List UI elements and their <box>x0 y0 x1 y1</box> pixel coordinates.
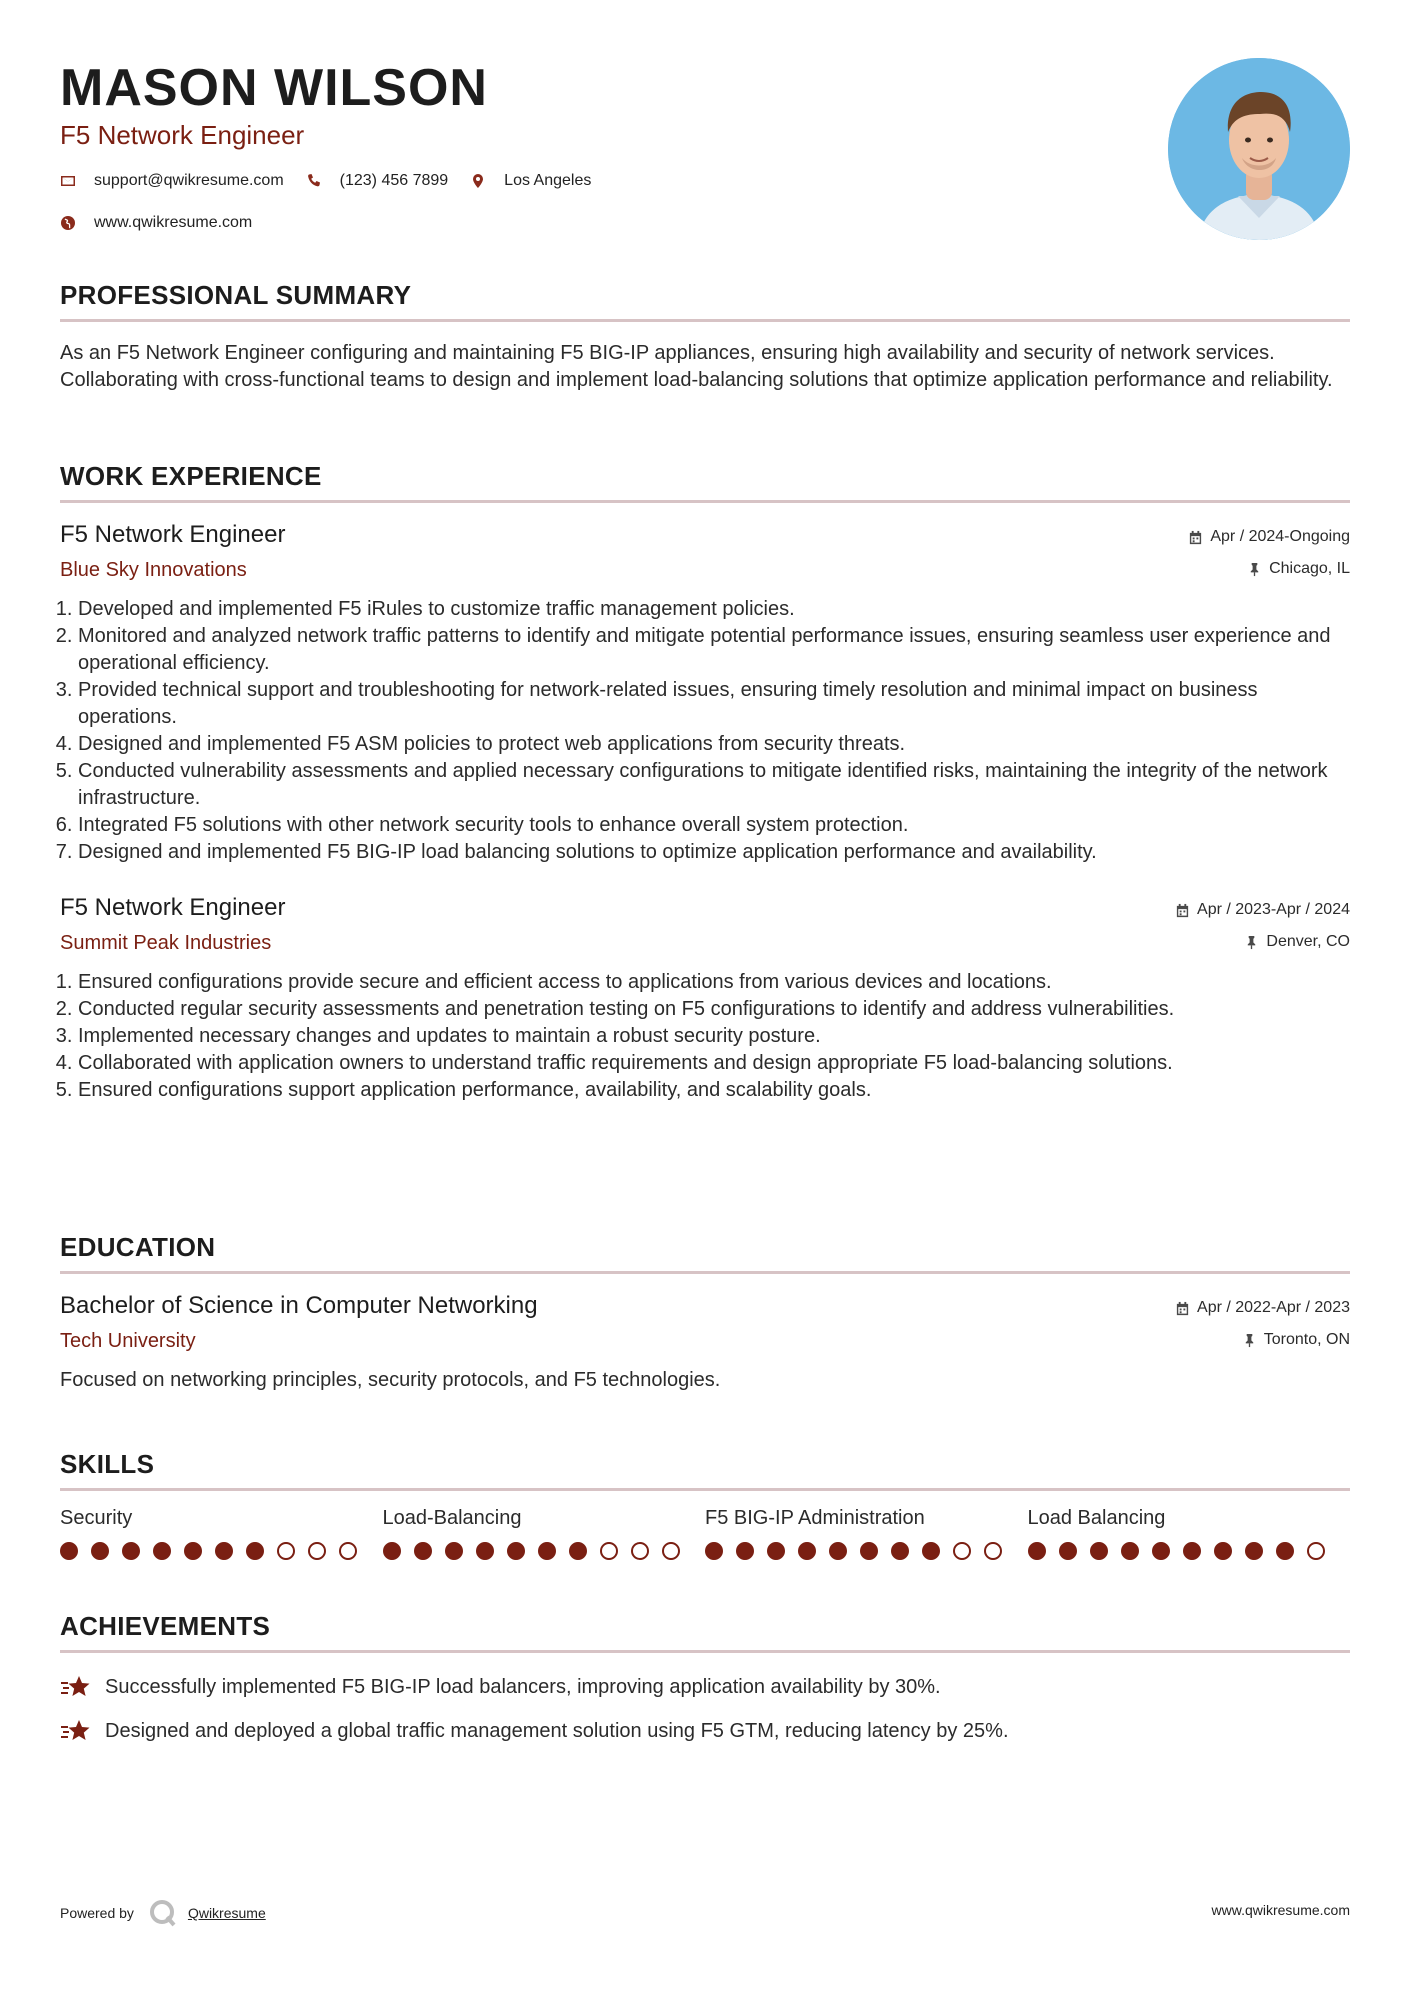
list-item: 5. Ensured configurations support application performance, availability, and scalability goals. <box>78 1077 1350 1104</box>
summary-text: As an F5 Network Engineer configuring and maintaining F5 BIG-IP appliances, ensuring high availability and security of network services. Collaborating with cross-functional teams to design and implement load-balancing solutions that optimize application performance and reliability. <box>60 342 1333 391</box>
section-divider <box>60 319 1350 322</box>
list-item: 1. Developed and implemented F5 iRules to customize traffic management policies. <box>78 596 1350 623</box>
job-company: Summit Peak Industries <box>60 932 272 954</box>
skills-section <box>60 1449 1350 1560</box>
job-title: F5 Network Engineer <box>60 521 286 548</box>
list-item: 1. Ensured configurations provide secure and efficient access to applications from various devices and locations. <box>78 969 1350 996</box>
rating-dot-filled <box>1276 1542 1294 1560</box>
rating-dot-filled <box>414 1542 432 1560</box>
achievements-heading: ACHIEVEMENTS <box>60 1611 271 1641</box>
job-title: F5 Network Engineer <box>60 894 286 921</box>
skill-name: Load-Balancing <box>382 1507 522 1529</box>
calendar-icon <box>1175 903 1190 918</box>
list-item: 4. Designed and implemented F5 ASM policies to protect web applications from security threats. <box>78 731 1350 758</box>
rating-dot-filled <box>922 1542 940 1560</box>
rating-dot-filled <box>184 1542 202 1560</box>
skill-item <box>1028 1507 1351 1560</box>
rating-dot-filled <box>1121 1542 1139 1560</box>
footer <box>60 1898 1350 1928</box>
envelope-icon <box>60 173 76 189</box>
powered-by-label: Powered by <box>60 1905 134 1921</box>
job-entry-1 <box>60 521 1350 866</box>
rating-dot-filled <box>1090 1542 1108 1560</box>
rating-dot-filled <box>798 1542 816 1560</box>
profile-photo <box>1168 58 1350 240</box>
rating-dot-filled <box>1214 1542 1232 1560</box>
list-item: 2. Conducted regular security assessments and penetration testing on F5 configurations to identify and address vulnerabilities. <box>78 996 1350 1023</box>
rating-dot-filled <box>538 1542 556 1560</box>
job-meta <box>1188 527 1350 591</box>
rating-dot-filled <box>1028 1542 1046 1560</box>
contact-phone[interactable] <box>306 172 449 190</box>
skills-heading: SKILLS <box>60 1449 155 1479</box>
experience-section <box>60 461 1350 1104</box>
education-section <box>60 1232 1350 1394</box>
achievements-list <box>60 1665 1350 1753</box>
rating-dot-empty <box>984 1542 1002 1560</box>
skill-item <box>705 1507 1028 1560</box>
section-divider <box>60 1271 1350 1274</box>
list-item: 4. Collaborated with application owners to understand traffic requirements and design appropriate F5 load-balancing solutions. <box>78 1050 1350 1077</box>
pushpin-icon <box>1247 562 1262 577</box>
avatar-illustration <box>1168 58 1350 240</box>
rating-dot-filled <box>215 1542 233 1560</box>
rating-dot-filled <box>891 1542 909 1560</box>
achievement-item: Successfully implemented F5 BIG-IP load balancers, improving application availability by 30%. <box>60 1665 1350 1709</box>
rating-dot-filled <box>246 1542 264 1560</box>
list-item: 3. Implemented necessary changes and updates to maintain a robust security posture. <box>78 1023 1350 1050</box>
education-date: Apr / 2022-Apr / 2023 <box>1175 1298 1350 1318</box>
list-item: 2. Monitored and analyzed network traffic patterns to identify and mitigate potential performance issues, ensuring seamless user experience and operational efficiency. <box>78 623 1350 677</box>
skill-rating <box>705 1542 1028 1560</box>
rating-dot-filled <box>860 1542 878 1560</box>
rating-dot-filled <box>736 1542 754 1560</box>
education-description: Focused on networking principles, security protocols, and F5 technologies. <box>60 1369 721 1391</box>
achievements-section <box>60 1611 1350 1753</box>
degree-title: Bachelor of Science in Computer Networking <box>60 1292 538 1319</box>
rating-dot-filled <box>569 1542 587 1560</box>
rating-dot-filled <box>122 1542 140 1560</box>
experience-heading: WORK EXPERIENCE <box>60 461 322 491</box>
star-icon <box>60 1673 92 1701</box>
website-text: www.qwikresume.com <box>94 214 253 231</box>
section-divider <box>60 1650 1350 1653</box>
map-pin-icon <box>470 173 486 189</box>
list-item: 3. Provided technical support and troubleshooting for network-related issues, ensuring timely resolution and minimal impact on business operations. <box>78 677 1350 731</box>
rating-dot-empty <box>631 1542 649 1560</box>
rating-dot-filled <box>829 1542 847 1560</box>
rating-dot-filled <box>705 1542 723 1560</box>
contact-location <box>470 172 591 190</box>
achievement-item: Designed and deployed a global traffic management solution using F5 GTM, reducing latency by 25%. <box>60 1709 1350 1753</box>
contact-row <box>60 172 613 190</box>
calendar-icon <box>1175 1301 1190 1316</box>
location-text: Los Angeles <box>504 172 592 189</box>
rating-dot-empty <box>339 1542 357 1560</box>
skill-name: Security <box>60 1507 133 1529</box>
rating-dot-filled <box>1059 1542 1077 1560</box>
qwikresume-logo-icon <box>148 1898 178 1928</box>
rating-dot-filled <box>445 1542 463 1560</box>
skill-item <box>60 1507 383 1560</box>
skills-list <box>60 1507 1350 1560</box>
skill-item <box>383 1507 706 1560</box>
job-bullets <box>60 596 1350 866</box>
education-meta <box>1175 1298 1350 1362</box>
rating-dot-empty <box>600 1542 618 1560</box>
rating-dot-filled <box>476 1542 494 1560</box>
education-heading: EDUCATION <box>60 1232 216 1262</box>
job-location: Denver, CO <box>1175 932 1350 952</box>
contact-website[interactable] <box>60 214 252 232</box>
rating-dot-filled <box>507 1542 525 1560</box>
star-icon <box>60 1717 92 1745</box>
rating-dot-filled <box>60 1542 78 1560</box>
job-location: Chicago, IL <box>1188 559 1350 579</box>
pushpin-icon <box>1242 1333 1257 1348</box>
brand-link[interactable]: Qwikresume <box>187 1905 266 1921</box>
job-bullets <box>60 969 1350 1104</box>
list-item: 5. Conducted vulnerability assessments and applied necessary configurations to mitigate identified risks, maintaining the integrity of the network infrastructure. <box>78 758 1350 812</box>
rating-dot-filled <box>767 1542 785 1560</box>
skill-name: F5 BIG-IP Administration <box>705 1507 925 1529</box>
job-date: Apr / 2024-Ongoing <box>1188 527 1350 547</box>
rating-dot-empty <box>308 1542 326 1560</box>
contact-row-web <box>60 214 274 232</box>
pushpin-icon <box>1244 935 1259 950</box>
phone-icon <box>306 173 322 189</box>
skill-rating <box>60 1542 383 1560</box>
job-meta <box>1175 900 1350 964</box>
education-entry <box>60 1292 1350 1394</box>
rating-dot-empty <box>953 1542 971 1560</box>
skill-rating <box>1028 1542 1351 1560</box>
rating-dot-filled <box>383 1542 401 1560</box>
globe-icon <box>60 215 76 231</box>
job-date: Apr / 2023-Apr / 2024 <box>1175 900 1350 920</box>
calendar-icon <box>1188 530 1203 545</box>
resume-page <box>60 0 1350 1990</box>
candidate-name: MASON WILSON <box>60 59 488 117</box>
candidate-title: F5 Network Engineer <box>60 120 305 150</box>
rating-dot-empty <box>662 1542 680 1560</box>
rating-dot-empty <box>1307 1542 1325 1560</box>
summary-section <box>60 280 1350 394</box>
rating-dot-filled <box>1152 1542 1170 1560</box>
education-location: Toronto, ON <box>1175 1330 1350 1350</box>
rating-dot-filled <box>1245 1542 1263 1560</box>
skill-name: Load Balancing <box>1027 1507 1166 1529</box>
rating-dot-filled <box>153 1542 171 1560</box>
section-divider <box>60 1488 1350 1491</box>
contact-email[interactable] <box>60 172 284 190</box>
rating-dot-empty <box>277 1542 295 1560</box>
list-item: 6. Integrated F5 solutions with other network security tools to enhance overall system protection. <box>78 812 1350 839</box>
rating-dot-filled <box>91 1542 109 1560</box>
phone-text: (123) 456 7899 <box>339 172 449 189</box>
skill-rating <box>383 1542 706 1560</box>
job-company: Blue Sky Innovations <box>60 559 247 581</box>
job-entry-2 <box>60 894 1350 1104</box>
section-divider <box>60 500 1350 503</box>
school-name: Tech University <box>60 1330 196 1352</box>
rating-dot-filled <box>1183 1542 1201 1560</box>
summary-heading: PROFESSIONAL SUMMARY <box>60 280 412 310</box>
list-item: 7. Designed and implemented F5 BIG-IP load balancing solutions to optimize application performance and availability. <box>78 839 1350 866</box>
email-text: support@qwikresume.com <box>94 172 284 189</box>
footer-website[interactable]: www.qwikresume.com <box>1211 1902 1350 1918</box>
